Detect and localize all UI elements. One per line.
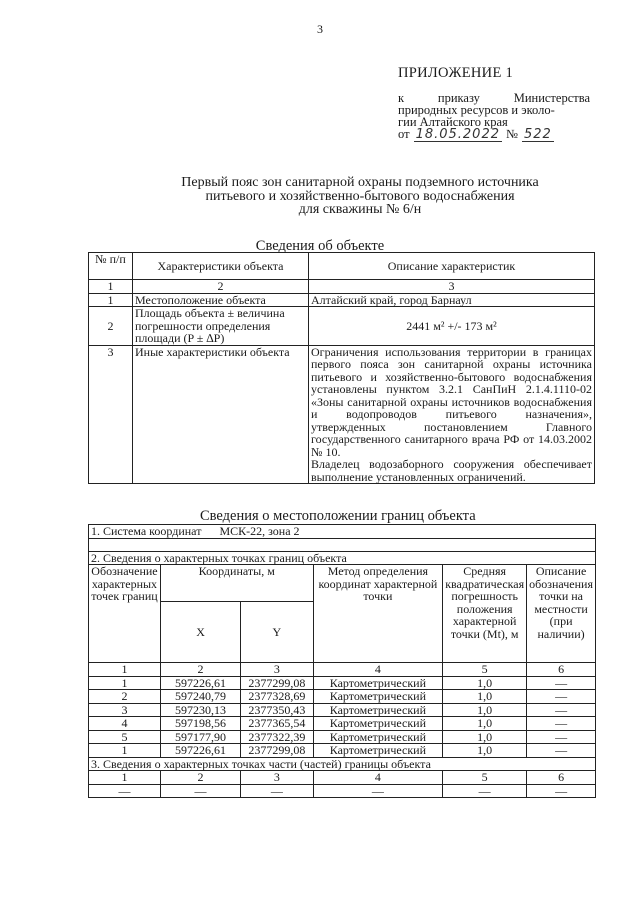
order-reference xyxy=(398,92,590,142)
section2-heading: Сведения о местоположении границ объекта xyxy=(200,508,476,524)
title-line-3: для скважины № 6/н xyxy=(298,202,422,217)
part-cell: — xyxy=(160,784,240,798)
coord-system xyxy=(89,525,596,539)
point-y: 2377328,69 xyxy=(241,690,313,704)
point-mt: 1,0 xyxy=(443,703,527,717)
point-desc: — xyxy=(527,676,596,690)
row-num: 2 xyxy=(89,307,133,346)
point-mt: 1,0 xyxy=(443,676,527,690)
coord-system-row xyxy=(89,525,596,539)
point-method: Картометрический xyxy=(313,744,443,758)
col-number: 1 xyxy=(89,663,161,677)
order-line-3: гии Алтайского края xyxy=(398,115,508,129)
table-row xyxy=(89,717,596,731)
point-y: 2377365,54 xyxy=(241,717,313,731)
table-row xyxy=(89,730,596,744)
column-number-row xyxy=(89,280,595,294)
col-number: 3 xyxy=(309,280,595,294)
table-row xyxy=(89,345,595,484)
row-char: Площадь объекта ± величина погрешности определения площади (P ± ∆P) xyxy=(133,307,309,346)
point-y: 2377299,08 xyxy=(241,744,313,758)
col-number: 6 xyxy=(527,663,596,677)
table-row xyxy=(89,676,596,690)
point-desc: — xyxy=(527,690,596,704)
order-ministry: Министерства xyxy=(513,91,590,105)
point-desc: — xyxy=(527,744,596,758)
table-row xyxy=(89,703,596,717)
point-mt: 1,0 xyxy=(443,690,527,704)
point-method: Картометрический xyxy=(313,676,443,690)
point-y: 2377350,43 xyxy=(241,703,313,717)
boundary-points-table xyxy=(88,524,596,798)
part-cell: — xyxy=(89,784,161,798)
row-desc-paragraph: Владелец водозаборного сооружения обеспечивает выполнение установленных ограничений. xyxy=(311,457,592,484)
point-id: 1 xyxy=(89,676,161,690)
order-line-2: природных ресурсов и эколо- xyxy=(398,103,555,117)
header-x: X xyxy=(160,602,240,663)
row-num: 1 xyxy=(89,293,133,307)
point-id: 2 xyxy=(89,690,161,704)
col-number: 5 xyxy=(443,771,527,785)
col-number: 6 xyxy=(527,771,596,785)
header-num: № п/п xyxy=(89,253,133,280)
order-number: 522 xyxy=(523,127,552,142)
point-mt: 1,0 xyxy=(443,717,527,731)
document-title xyxy=(150,176,570,217)
point-id: 3 xyxy=(89,703,161,717)
part-cell: — xyxy=(443,784,527,798)
point-desc: — xyxy=(527,730,596,744)
points-heading-row xyxy=(89,551,596,565)
point-x: 597226,61 xyxy=(160,744,240,758)
col-number: 3 xyxy=(241,771,313,785)
row-num: 3 xyxy=(89,345,133,484)
row-char: Местоположение объекта xyxy=(133,293,309,307)
col-number: 2 xyxy=(160,771,240,785)
point-method: Картометрический xyxy=(313,717,443,731)
point-desc: — xyxy=(527,717,596,731)
col-number: 4 xyxy=(313,771,443,785)
header-desc: Описание характеристик xyxy=(309,253,595,280)
point-mt: 1,0 xyxy=(443,730,527,744)
part-cell: — xyxy=(527,784,596,798)
point-id: 5 xyxy=(89,730,161,744)
table-row xyxy=(89,744,596,758)
coord-system-value: МСК-22, зона 2 xyxy=(219,524,300,538)
parts-heading-row xyxy=(89,757,596,771)
title-line-1: Первый пояс зон санитарной охраны подземного источника xyxy=(181,175,539,190)
column-number-row xyxy=(89,771,596,785)
header-mt: Средняя квадратическая погрешность положения характерной точки (Mt), м xyxy=(443,565,527,663)
col-number: 2 xyxy=(160,663,240,677)
point-x: 597177,90 xyxy=(160,730,240,744)
col-number: 5 xyxy=(443,663,527,677)
point-x: 597240,79 xyxy=(160,690,240,704)
row-desc: 2441 м² +/- 173 м² xyxy=(309,307,595,346)
table-header-row xyxy=(89,565,596,602)
table-row xyxy=(89,784,596,798)
col-number: 1 xyxy=(89,280,133,294)
point-desc: — xyxy=(527,703,596,717)
points-heading: 2. Сведения о характерных точках границ объекта xyxy=(89,551,596,565)
order-date: 18.05.2022 xyxy=(415,127,500,142)
blank-row xyxy=(89,538,596,551)
header-char: Характеристики объекта xyxy=(133,253,309,280)
col-number: 3 xyxy=(241,663,313,677)
order-line-4 xyxy=(398,128,590,142)
header-coords: Координаты, м xyxy=(160,565,313,602)
point-x: 597198,56 xyxy=(160,717,240,731)
order-k: к xyxy=(398,91,405,105)
point-y: 2377322,39 xyxy=(241,730,313,744)
point-x: 597226,61 xyxy=(160,676,240,690)
header-method: Метод определения координат характерной точки xyxy=(313,565,443,663)
order-from: от xyxy=(398,127,410,141)
order-prikazu: приказу xyxy=(437,91,480,105)
appendix-title: ПРИЛОЖЕНИЕ 1 xyxy=(398,65,514,81)
page-number: 3 xyxy=(317,22,323,36)
point-y: 2377299,08 xyxy=(241,676,313,690)
column-number-row xyxy=(89,663,596,677)
coord-system-label: 1. Система координат xyxy=(91,524,202,538)
point-id: 1 xyxy=(89,744,161,758)
section1-heading: Сведения об объекте xyxy=(255,238,385,254)
part-cell: — xyxy=(313,784,443,798)
table-row xyxy=(89,307,595,346)
point-method: Картометрический xyxy=(313,730,443,744)
row-desc xyxy=(309,345,595,484)
parts-heading: 3. Сведения о характерных точках части (частей) границы объекта xyxy=(89,757,596,771)
point-id: 4 xyxy=(89,717,161,731)
point-method: Картометрический xyxy=(313,690,443,704)
point-mt: 1,0 xyxy=(443,744,527,758)
header-designation: Обозначение характерных точек границ xyxy=(89,565,161,663)
object-info-table xyxy=(88,252,595,484)
table-header-row xyxy=(89,253,595,280)
point-method: Картометрический xyxy=(313,703,443,717)
table-row xyxy=(89,690,596,704)
part-cell: — xyxy=(241,784,313,798)
row-char: Иные характеристики объекта xyxy=(133,345,309,484)
title-line-2: питьевого и хозяйственно-бытового водоснабжения xyxy=(205,188,515,204)
point-x: 597230,13 xyxy=(160,703,240,717)
order-no-label: № xyxy=(506,127,518,141)
col-number: 4 xyxy=(313,663,443,677)
row-desc-paragraph: Ограничения использования территории в границах первого пояса зон санитарной охраны источника питьевого и хозяйственно-бытового водоснабжения установлены пунктом 3.2.1 СанПиН 2.1.4.1110-02 «Зоны санитарной охраны источников водоснабжения и водопроводов питьевого назначения», утвержденных постановлением Главного государственного санитарного врача РФ от 14.03.2002 № 10. xyxy=(311,344,592,459)
col-number: 2 xyxy=(133,280,309,294)
header-desc: Описание обозначения точки на местности (при наличии) xyxy=(527,565,596,663)
header-y: Y xyxy=(241,602,313,663)
col-number: 1 xyxy=(89,771,161,785)
table-row xyxy=(89,293,595,307)
row-desc: Алтайский край, город Барнаул xyxy=(309,293,595,307)
